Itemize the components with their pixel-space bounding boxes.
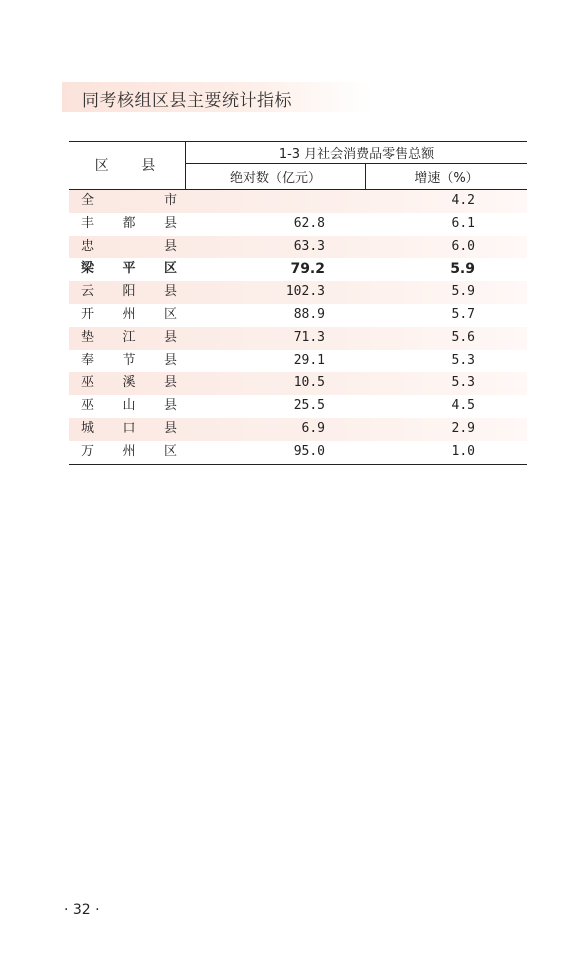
region-name-char: 平	[122, 261, 136, 277]
row-absolute-value: 63.3	[293, 238, 325, 254]
row-absolute-value: 62.8	[293, 215, 325, 231]
row-growth-rate: 5.6	[451, 329, 475, 345]
section-title-banner	[62, 82, 372, 112]
row-growth-rate: 6.0	[451, 238, 475, 254]
region-name-char: 溪	[122, 375, 136, 391]
row-growth-rate: 5.9	[450, 261, 475, 278]
region-name-char: 巫	[81, 375, 95, 391]
table-row	[69, 441, 527, 464]
region-name-char: 节	[122, 352, 136, 368]
header-absolute-value: 绝对数（亿元）	[229, 170, 321, 186]
row-region-name	[81, 213, 177, 236]
region-name-char: 州	[122, 306, 136, 322]
row-region-name	[81, 236, 177, 259]
row-region-name	[81, 327, 177, 350]
region-name-char: 城	[81, 420, 95, 436]
page-number: · 32 ·	[64, 902, 100, 918]
region-name-char: 都	[122, 215, 136, 231]
row-absolute-value: 88.9	[293, 306, 325, 322]
table-row	[69, 372, 527, 395]
region-name-char: 江	[122, 329, 136, 345]
region-name-char: 丰	[81, 215, 95, 231]
region-name-char: 口	[122, 420, 136, 436]
region-name-char: 万	[81, 443, 95, 459]
row-growth-rate: 6.1	[451, 215, 475, 231]
row-absolute-value: 79.2	[290, 261, 325, 278]
row-growth-rate: 5.3	[451, 375, 475, 391]
table-row	[69, 213, 527, 236]
row-region-name	[81, 304, 177, 327]
region-name-char: 州	[122, 443, 136, 459]
row-region-name	[81, 395, 177, 418]
row-region-name	[81, 350, 177, 373]
region-name-char: 全	[81, 193, 95, 208]
row-growth-rate: 1.0	[451, 443, 475, 459]
region-name-char: 市	[163, 193, 177, 208]
table-row	[69, 281, 527, 304]
region-name-char: 巫	[81, 398, 95, 414]
region-name-char: 县	[163, 215, 177, 231]
region-name-char: 县	[163, 375, 177, 391]
row-growth-rate: 5.3	[451, 352, 475, 368]
table-row	[69, 304, 527, 327]
region-name-char: 开	[81, 306, 95, 322]
row-growth-rate: 4.2	[451, 193, 475, 208]
table-row	[69, 327, 527, 350]
row-region-name	[81, 258, 177, 281]
header-region: 区 县	[94, 158, 170, 174]
body-divider	[185, 190, 186, 464]
region-name-char: 县	[163, 398, 177, 414]
row-absolute-value: 25.5	[293, 398, 325, 414]
row-absolute-value: 102.3	[285, 284, 325, 300]
row-region-name	[81, 281, 177, 304]
region-name-char: 垫	[81, 329, 95, 345]
region-name-char: 阳	[122, 284, 136, 300]
region-name-char: 县	[163, 420, 177, 436]
row-region-name	[81, 418, 177, 441]
region-name-char: 县	[163, 329, 177, 345]
region-name-char: 县	[163, 284, 177, 300]
row-absolute-value: 10.5	[293, 375, 325, 391]
row-absolute-value: 71.3	[293, 329, 325, 345]
table-row	[69, 350, 527, 373]
table-row	[69, 258, 527, 281]
row-absolute-value: 95.0	[293, 443, 325, 459]
region-name-char: 梁	[81, 261, 95, 277]
row-growth-rate: 5.9	[451, 284, 475, 300]
table-body	[69, 190, 527, 464]
region-name-char: 县	[163, 238, 177, 254]
region-name-char: 区	[163, 306, 177, 322]
region-name-char: 区	[163, 443, 177, 459]
row-absolute-value: 6.9	[301, 420, 325, 436]
table-row	[69, 236, 527, 259]
table-row	[69, 190, 527, 213]
table-bottom-rule	[69, 464, 527, 465]
region-name-char: 县	[163, 352, 177, 368]
header-retail-sales-group: 1-3 月社会消费品零售总额	[278, 146, 435, 162]
section-title: 同考核组区县主要统计指标	[82, 91, 292, 111]
header-growth-rate: 增速（%）	[414, 170, 479, 186]
row-growth-rate: 5.7	[451, 306, 475, 322]
row-growth-rate: 4.5	[451, 398, 475, 414]
row-region-name	[81, 372, 177, 395]
region-name-char: 奉	[81, 352, 95, 368]
row-region-name	[81, 190, 177, 213]
region-name-char: 忠	[81, 238, 95, 254]
region-name-char: 云	[81, 284, 95, 300]
table-row	[69, 395, 527, 418]
table-header	[69, 141, 527, 189]
row-region-name	[81, 441, 177, 464]
region-name-char: 区	[163, 261, 177, 277]
region-name-char: 山	[122, 398, 136, 414]
row-growth-rate: 2.9	[451, 420, 475, 436]
row-absolute-value: 29.1	[293, 352, 325, 368]
table-row	[69, 418, 527, 441]
